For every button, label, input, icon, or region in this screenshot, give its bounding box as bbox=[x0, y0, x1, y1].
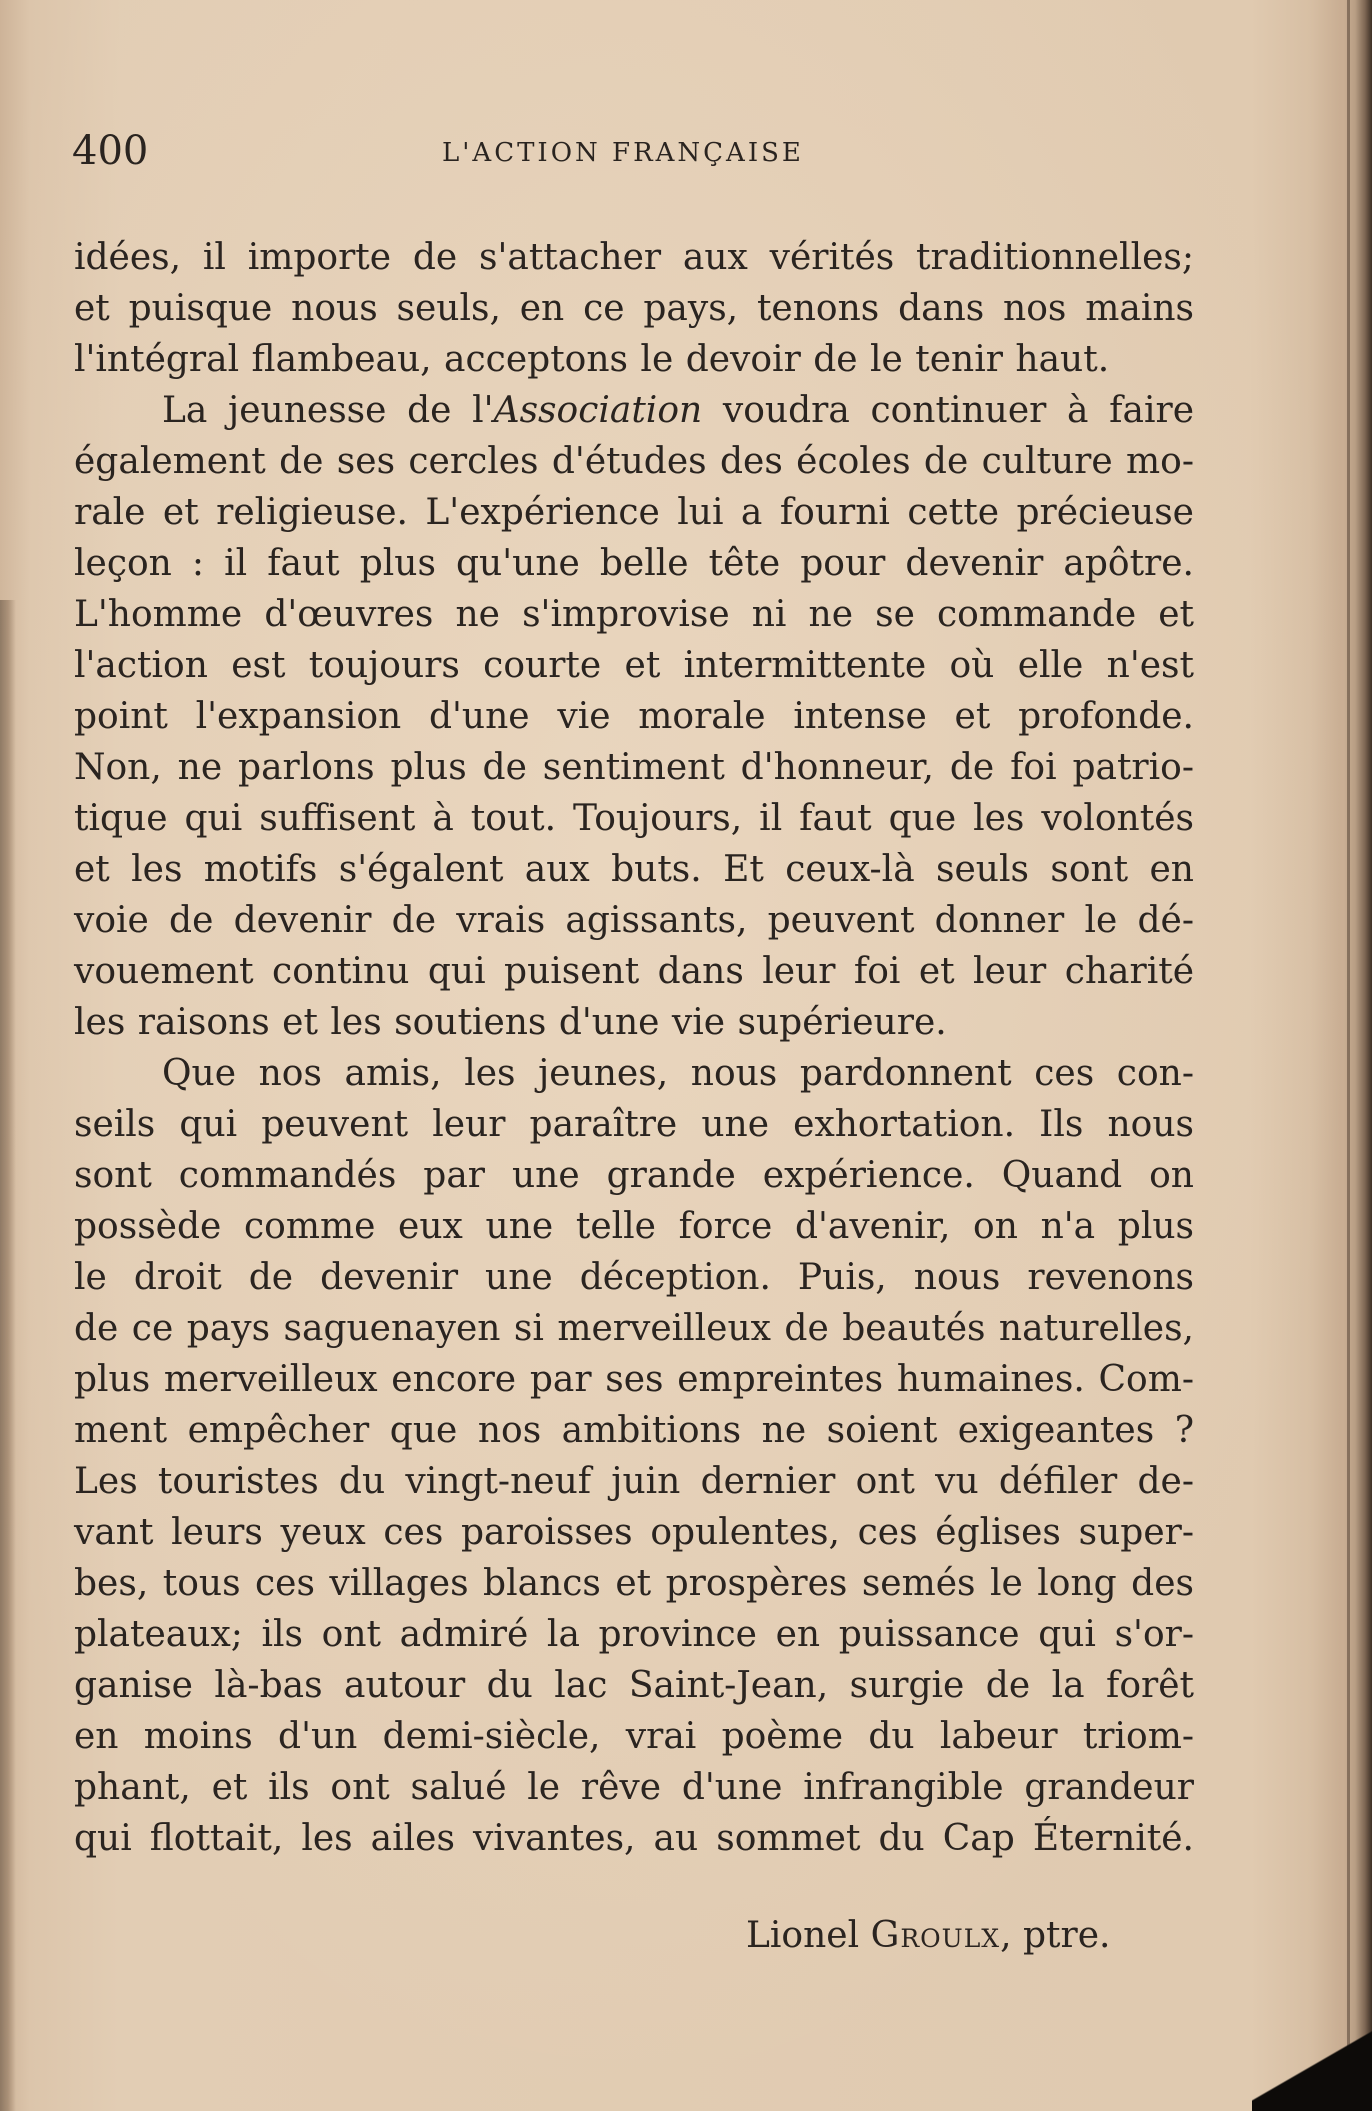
text-line: plateaux; ils ont admiré la province en puissance qui s'or- bbox=[74, 1614, 1194, 1655]
text-line: rale et religieuse. L'expérience lui a fourni cette précieuse bbox=[74, 492, 1194, 533]
text-line: le droit de devenir une déception. Puis, nous revenons bbox=[74, 1257, 1194, 1298]
body-text bbox=[74, 232, 1194, 1864]
page-edge-line bbox=[1347, 0, 1350, 2111]
text-line: leçon : il faut plus qu'une belle tête pour devenir apôtre. bbox=[74, 543, 1194, 584]
text-line: seils qui peuvent leur paraître une exhortation. Ils nous bbox=[74, 1104, 1194, 1145]
text-line: phant, et ils ont salué le rêve d'une infrangible grandeur bbox=[74, 1767, 1194, 1808]
corner-shadow bbox=[1252, 2001, 1372, 2111]
page-header bbox=[72, 128, 1202, 178]
text-line: les raisons et les soutiens d'une vie supérieure. bbox=[74, 1002, 947, 1043]
binding-shadow bbox=[0, 600, 16, 2111]
text-line: plus merveilleux encore par ses empreintes humaines. Com- bbox=[74, 1359, 1194, 1400]
page-number: 400 bbox=[72, 128, 149, 174]
text-line: l'intégral flambeau, acceptons le devoir de le tenir haut. bbox=[74, 339, 1110, 380]
text-line: voie de devenir de vrais agissants, peuvent donner le dé- bbox=[74, 900, 1194, 941]
italic-term: Association bbox=[493, 390, 703, 431]
text-line: et puisque nous seuls, en ce pays, tenons dans nos mains bbox=[74, 288, 1194, 329]
text-fragment: voudra continuer à faire bbox=[702, 390, 1194, 431]
text-line: de ce pays saguenayen si merveilleux de beautés naturelles, bbox=[74, 1308, 1194, 1349]
text-line: possède comme eux une telle force d'avenir, on n'a plus bbox=[74, 1206, 1194, 1247]
text-line: vant leurs yeux ces paroisses opulentes, ces églises super- bbox=[74, 1512, 1194, 1553]
text-line: également de ses cercles d'études des écoles de culture mo- bbox=[74, 441, 1194, 482]
text-line: Non, ne parlons plus de sentiment d'honneur, de foi patrio- bbox=[74, 747, 1194, 788]
signature-first-name: Lionel bbox=[746, 1915, 860, 1956]
author-signature bbox=[746, 1910, 1110, 1961]
text-line: qui flottait, les ailes vivantes, au sommet du Cap Éternité. bbox=[74, 1818, 1194, 1859]
text-line: Les touristes du vingt-neuf juin dernier ont vu défiler de- bbox=[74, 1461, 1194, 1502]
text-line: sont commandés par une grande expérience. Quand on bbox=[74, 1155, 1194, 1196]
text-line: et les motifs s'égalent aux buts. Et ceux-là seuls sont en bbox=[74, 849, 1194, 890]
text-line bbox=[74, 385, 1194, 436]
text-line: bes, tous ces villages blancs et prospères semés le long des bbox=[74, 1563, 1194, 1604]
text-line: idées, il importe de s'attacher aux vérités traditionnelles; bbox=[74, 237, 1194, 278]
signature-surname: Groulx bbox=[870, 1915, 1001, 1956]
text-line: point l'expansion d'une vie morale intense et profonde. bbox=[74, 696, 1194, 737]
text-fragment: La jeunesse de l' bbox=[162, 390, 494, 431]
signature-suffix: , ptre. bbox=[1000, 1915, 1111, 1956]
running-title: L'ACTION FRANÇAISE bbox=[442, 138, 804, 168]
text-line: Que nos amis, les jeunes, nous pardonnent ces con- bbox=[162, 1053, 1194, 1094]
text-line: l'action est toujours courte et intermittente où elle n'est bbox=[74, 645, 1194, 686]
text-line: ment empêcher que nos ambitions ne soient exigeantes ? bbox=[74, 1410, 1194, 1451]
text-line: en moins d'un demi-siècle, vrai poème du labeur triom- bbox=[74, 1716, 1194, 1757]
text-line: ganise là-bas autour du lac Saint-Jean, surgie de la forêt bbox=[74, 1665, 1194, 1706]
text-line: tique qui suffisent à tout. Toujours, il faut que les volontés bbox=[74, 798, 1194, 839]
text-line: L'homme d'œuvres ne s'improvise ni ne se commande et bbox=[74, 594, 1194, 635]
text-line: vouement continu qui puisent dans leur foi et leur charité bbox=[74, 951, 1194, 992]
